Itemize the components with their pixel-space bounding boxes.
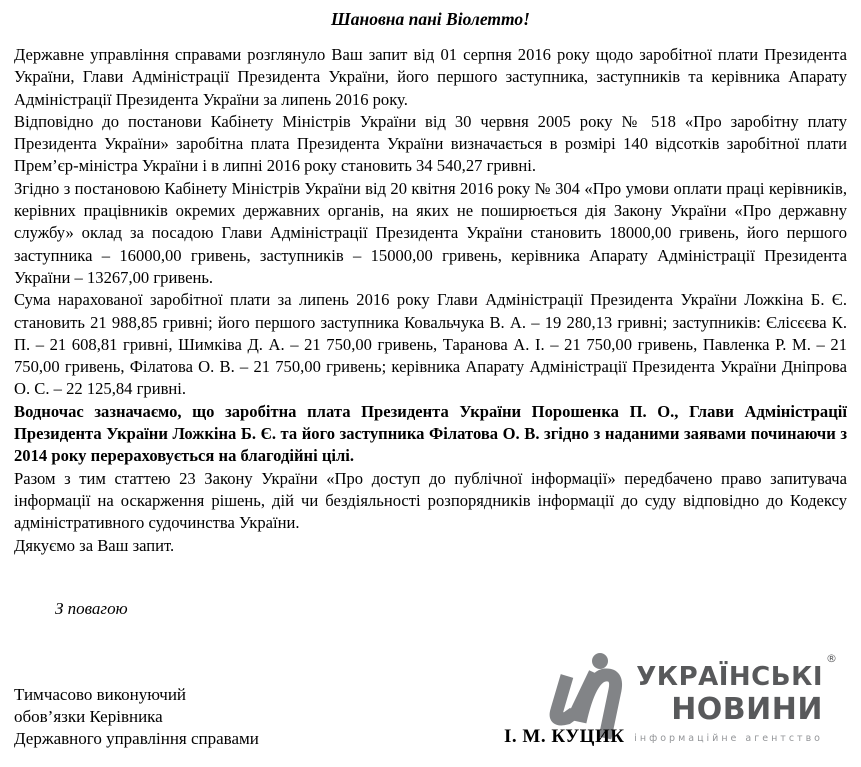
logo-text-line1: УКРАЇНСЬКІ xyxy=(636,662,823,692)
paragraph-6-appeal-rights: Разом з тим статтею 23 Закону України «Про доступ до публічної інформації» передбачено право запитувача інформації на оскарження рішень, дій чи бездіяльності розпорядників інформації до суду відповідно до Кодексу адміністративного судочинства України. xyxy=(14,468,847,533)
signer-position xyxy=(14,684,259,750)
signer-position-line-2: обов’язки Керівника xyxy=(14,707,163,726)
paragraph-3: Згідно з постановою Кабінету Міністрів України від 20 квітня 2016 року № 304 «Про умови оплати праці керівників, керівних працівників окремих державних органів, на яких не поширюється дія Закону України «Про державну службу» оклад за посадою Глави Адміністрації Президента України становить 18000,00 гривень, його першого заступника – 16000,00 гривень, заступників – 15000,00 гривень, керівника Апарату Адміністрації Президента України – 13267,00 гривень. xyxy=(14,178,847,287)
paragraph-2: Відповідно до постанови Кабінету Міністрів України від 30 червня 2005 року № 518 «Про заробітну плату Президента України» заробітна плата Президента України визначається в розмірі 140 відсотків заробітної плати Прем’єр-міністра України і в липні 2016 року становить 34 540,27 гривні. xyxy=(14,111,847,176)
paragraph-5-charity-note: Водночас зазначаємо, що заробітна плата Президента України Порошенка П. О., Глави Адміністрації Президента України Ложкіна Б. Є. та його заступника Філатова О. В. згідно з наданими заявами починаючи з 2014 року перераховується на благодійні цілі. xyxy=(14,401,847,466)
signer-name: І. М. КУЦИК xyxy=(504,726,625,747)
closing-regards: З повагою xyxy=(55,598,128,618)
signer-position-line-3: Державного управління справами xyxy=(14,729,259,748)
logo-text-line2: НОВИНИ xyxy=(671,692,823,727)
salutation: Шановна пані Віолетто! xyxy=(331,9,530,29)
registered-trademark-icon: ® xyxy=(826,652,837,665)
paragraph-1: Державне управління справами розглянуло Ваш запит від 01 серпня 2016 року щодо заробітної плати Президента України, Глави Адміністрації Президента України, його першого заступника, заступників та керівника Апарату Адміністрації Президента України за липень 2016 року. xyxy=(14,45,847,109)
logo-tagline: інформаційне агентство xyxy=(634,733,823,744)
paragraph-4: Сума нарахованої заробітної плати за липень 2016 року Глави Адміністрації Президента України Ложкіна Б. Є. становить 21 988,85 гривні; його першого заступника Ковальчука В. А. – 19 280,13 гривні; заступників: Єлісєєва К. П. – 21 608,81 гривні, Шимківа Д. А. – 21 750,00 гривень, Таранова А. І. – 21 750,00 гривень, Павленка Р. М. – 21 750,00 гривень, Філатова О. В. – 21 750,00 гривень; керівника Апарату Адміністрації Президента України Дніпрова О. С. – 22 125,84 гривні. xyxy=(14,290,847,399)
letter-body xyxy=(14,44,847,557)
signer-position-line-1: Тимчасово виконуючий xyxy=(14,685,187,704)
paragraph-7-thanks: Дякуємо за Ваш запит. xyxy=(14,535,175,555)
